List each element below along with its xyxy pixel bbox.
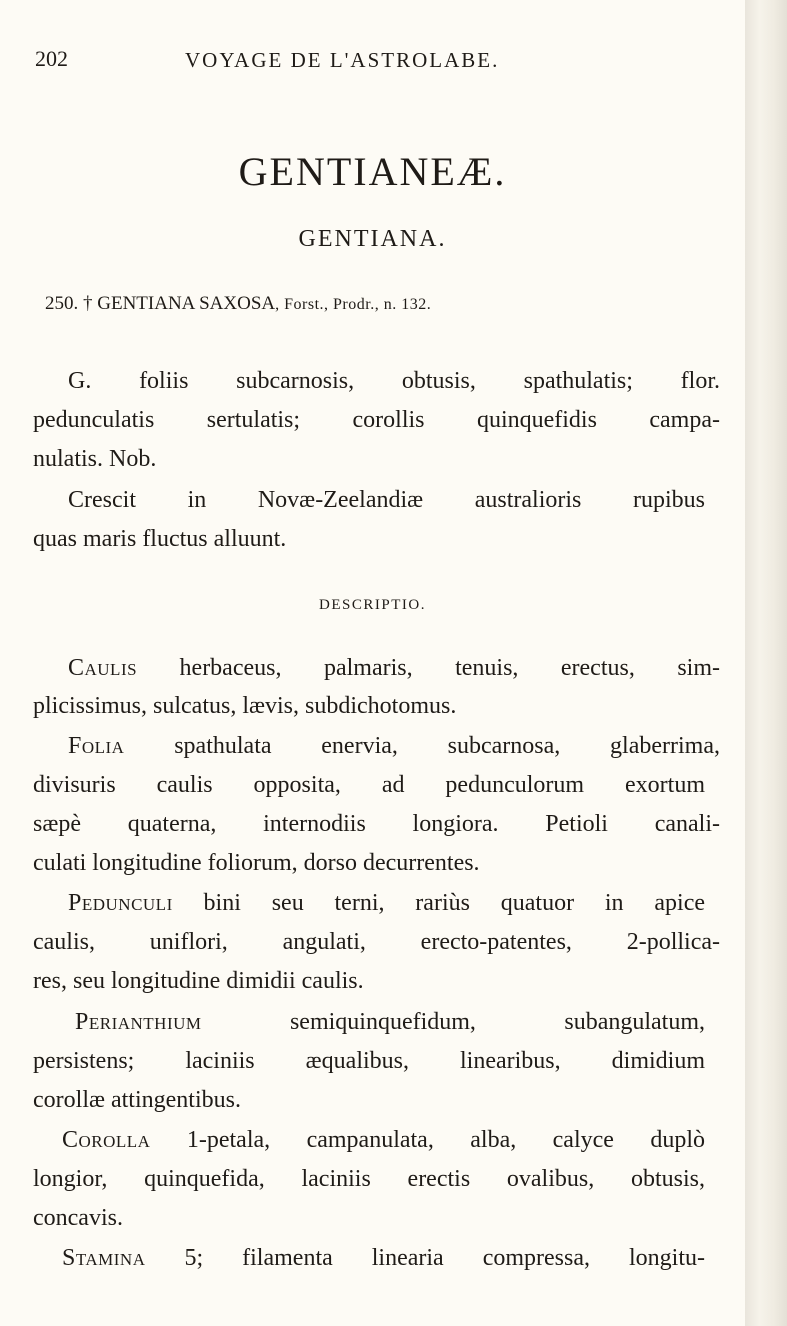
pedunculi-term: Pedunculi bbox=[68, 890, 173, 916]
folia-line: sæpè quaterna, internodiis longiora. Petioli canali- bbox=[33, 811, 720, 837]
running-head: VOYAGE DE L'ASTROLABE. bbox=[185, 48, 500, 72]
habitat-line: quas maris fluctus alluunt. bbox=[33, 526, 287, 552]
corolla-line: concavis. bbox=[33, 1205, 123, 1231]
diagnosis-line: nulatis. Nob. bbox=[33, 446, 157, 472]
caulis-line: herbaceus, palmaris, tenuis, erectus, sim- bbox=[137, 655, 720, 681]
caulis-term: Caulis bbox=[68, 655, 138, 681]
pedunculi-line: bini seu terni, rariùs quatuor in apice bbox=[172, 890, 705, 916]
perianthium-term: Perianthium bbox=[75, 1009, 202, 1035]
description-heading: DESCRIPTIO. bbox=[319, 597, 426, 613]
pedunculi-line: res, seu longitudine dimidii caulis. bbox=[33, 968, 364, 994]
habitat-line: Crescit in Novæ-Zeelandiæ australioris rupibus bbox=[68, 487, 705, 513]
caulis-paragraph bbox=[68, 655, 720, 682]
species-name: GENTIANA SAXOSA bbox=[97, 293, 276, 314]
genus-title: GENTIANA. bbox=[298, 226, 447, 252]
page-gutter bbox=[745, 0, 787, 1326]
diagnosis-line: G. foliis subcarnosis, obtusis, spathulatis; flor. bbox=[68, 368, 720, 394]
folia-line: divisuris caulis opposita, ad pedunculorum exortum bbox=[33, 772, 705, 798]
folia-paragraph bbox=[68, 733, 720, 760]
stamina-term: Stamina bbox=[62, 1245, 146, 1271]
family-title: GENTIANEÆ. bbox=[238, 149, 507, 194]
species-heading bbox=[45, 293, 431, 315]
corolla-paragraph bbox=[62, 1127, 705, 1154]
folia-line: culati longitudine foliorum, dorso decurrentes. bbox=[33, 850, 480, 876]
dagger-mark: † bbox=[83, 293, 93, 314]
species-number: 250. bbox=[45, 293, 79, 314]
perianthium-line: persistens; laciniis æqualibus, linearibus, dimidium bbox=[33, 1048, 705, 1074]
pedunculi-line: caulis, uniflori, angulati, erecto-patentes, 2-pollica- bbox=[33, 929, 720, 955]
perianthium-line: semiquinquefidum, subangulatum, bbox=[201, 1009, 705, 1035]
caulis-line: plicissimus, sulcatus, lævis, subdichotomus. bbox=[33, 693, 457, 719]
perianthium-paragraph bbox=[75, 1009, 705, 1036]
corolla-line: 1-petala, campanulata, alba, calyce duplò bbox=[150, 1127, 705, 1153]
folia-term: Folia bbox=[68, 733, 125, 759]
page-number: 202 bbox=[35, 46, 68, 71]
stamina-line: 5; filamenta linearia compressa, longitu- bbox=[145, 1245, 705, 1271]
pedunculi-paragraph bbox=[68, 890, 705, 917]
species-reference: , Forst., Prodr., n. 132. bbox=[275, 296, 432, 313]
perianthium-line: corollæ attingentibus. bbox=[33, 1087, 241, 1113]
corolla-line: longior, quinquefida, laciniis erectis ovalibus, obtusis, bbox=[33, 1166, 705, 1192]
corolla-term: Corolla bbox=[62, 1127, 151, 1153]
stamina-paragraph bbox=[62, 1245, 705, 1272]
folia-line: spathulata enervia, subcarnosa, glaberrima, bbox=[124, 733, 720, 759]
diagnosis-line: pedunculatis sertulatis; corollis quinquefidis campa- bbox=[33, 407, 720, 433]
